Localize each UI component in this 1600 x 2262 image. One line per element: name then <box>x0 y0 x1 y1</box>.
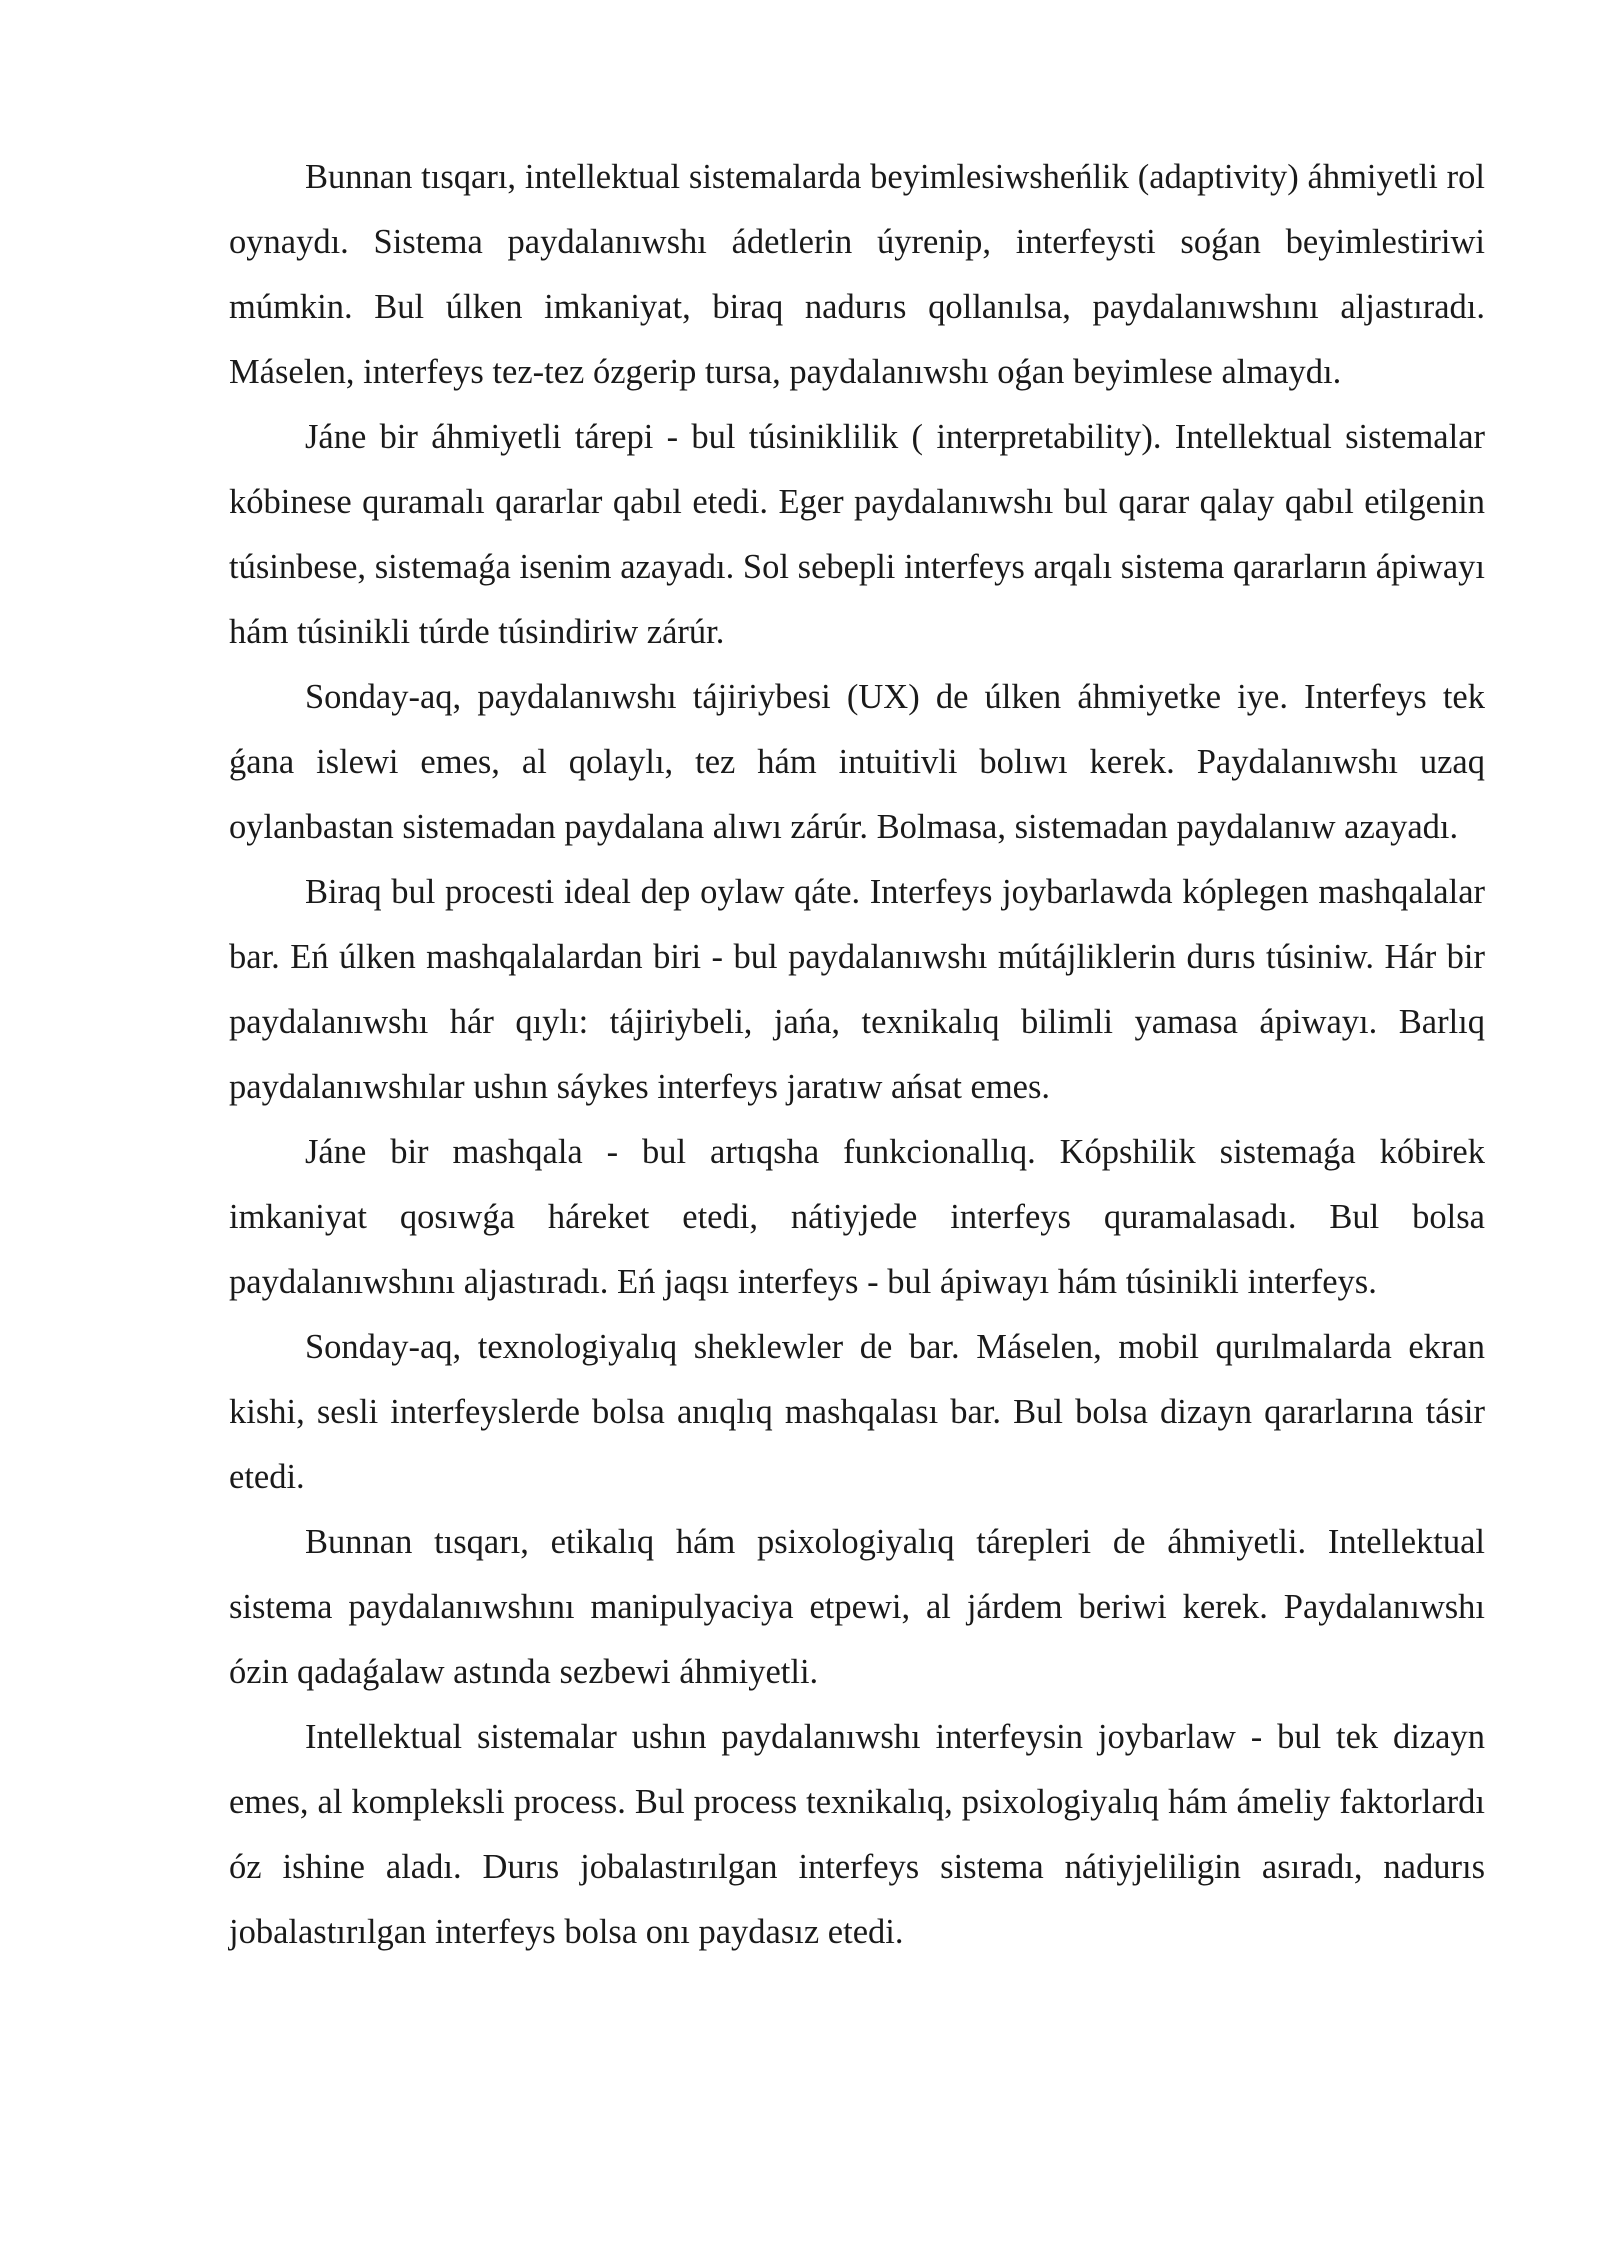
paragraph-ethics-psychology: Bunnan tısqarı, etikalıq hám psixologiyalıq tárepleri de áhmiyetli. Intellektual sistema paydalanıwshını manipulyaciya etpewi, al járdem beriwi kerek. Paydalanıwshı ózin qadaǵalaw astında sezbewi áhmiyetli. <box>229 1523 1485 1691</box>
paragraph-user-experience: Sonday-aq, paydalanıwshı tájiriybesi (UX) de úlken áhmiyetke iye. Interfeys tek ǵana islewi emes, al qolaylı, tez hám intuitivli bolıwı kerek. Paydalanıwshı uzaq oylanbastan sistemadan paydalana alıwı zárúr. Bolmasa, sistemadan paydalanıw azayadı. <box>229 678 1485 846</box>
paragraph-excess-functionality: Jáne bir mashqala - bul artıqsha funkcionallıq. Kópshilik sistemaǵa kóbirek imkaniyat qosıwǵa háreket etedi, nátiyjede interfeys quramalasadı. Bul bolsa paydalanıwshını aljastıradı. Eń jaqsı interfeys - bul ápiwayı hám túsinikli interfeys. <box>229 1133 1485 1301</box>
paragraph-design-problems: Biraq bul procesti ideal dep oylaw qáte. Interfeys joybarlawda kóplegen mashqalalar bar. Eń úlken mashqalalardan biri - bul paydalanıwshı mútájliklerin durıs túsiniw. Hár bir paydalanıwshı hár qıylı: tájiriybeli, jańa, texnikalıq bilimli yamasa ápiwayı. Barlıq paydalanıwshılar ushın sáykes interfeys jaratıw ańsat emes. <box>229 873 1485 1106</box>
paragraph-conclusion: Intellektual sistemalar ushın paydalanıwshı interfeysin joybarlaw - bul tek dizayn emes, al kompleksli process. Bul process texnikalıq, psixologiyalıq hám ámeliy faktorlardı óz ishine aladı. Durıs jobalastırılgan interfeys sistema nátiyjeliligin asıradı, nadurıs jobalastırılgan interfeys bolsa onı paydasız etedi. <box>229 1718 1485 1951</box>
paragraph-adaptivity: Bunnan tısqarı, intellektual sistemalarda beyimlesiwsheńlik (adaptivity) áhmiyetli rol oynaydı. Sistema paydalanıwshı ádetlerin úyrenip, interfeysti soǵan beyimlestiriwi múmkin. Bul úlken imkaniyat, biraq nadurıs qollanılsa, paydalanıwshını aljastıradı. Máselen, interfeys tez-tez ózgerip tursa, paydalanıwshı oǵan beyimlese almaydı. <box>229 158 1485 391</box>
document-body <box>229 145 1485 1965</box>
paragraph-interpretability: Jáne bir áhmiyetli tárepi - bul túsiniklilik ( interpretability). Intellektual sistemalar kóbinese quramalı qararlar qabıl etedi. Eger paydalanıwshı bul qarar qalay qabıl etilgenin túsinbese, sistemaǵa isenim azayadı. Sol sebepli interfeys arqalı sistema qararların ápiwayı hám túsinikli túrde túsindiriw zárúr. <box>229 418 1485 651</box>
paragraph-technological-limits: Sonday-aq, texnologiyalıq sheklewler de bar. Máselen, mobil qurılmalarda ekran kishi, sesli interfeyslerde bolsa anıqlıq mashqalası bar. Bul bolsa dizayn qararlarına tásir etedi. <box>229 1328 1485 1496</box>
